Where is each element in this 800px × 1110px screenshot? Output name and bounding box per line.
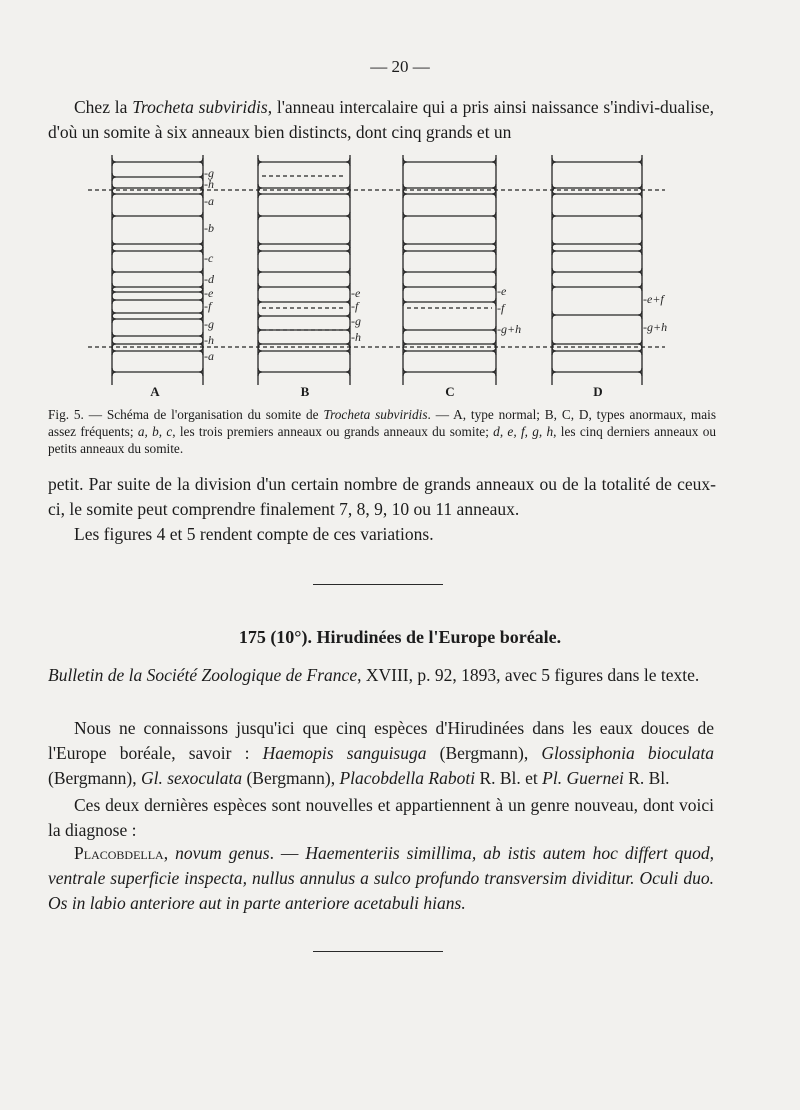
ring-line [403,372,407,376]
ring-line [112,351,116,355]
ring-c-label: -e [497,284,507,298]
ring-line [199,292,203,296]
ring-line [638,162,642,166]
ring-line [403,247,496,251]
separator-rule-bottom [313,951,443,952]
panel-letter-a: A [150,384,160,399]
ring-b-label: -f [351,299,359,313]
ring-line [112,300,116,304]
ring-line [552,268,642,272]
ring-line [258,240,350,244]
ring-line [492,351,496,355]
ring-line [199,194,203,198]
ring-line [346,194,350,198]
ring-line [403,298,496,302]
ring-line [112,272,116,276]
separator-rule [313,584,443,585]
ring-line [346,162,350,166]
ring-line [638,315,642,319]
ring-line [112,162,116,166]
ring-line [112,177,116,181]
ring-line [258,330,262,334]
ring-line [258,212,350,216]
panel-letter-b: B [300,384,310,399]
ring-b-label: -h [351,330,361,344]
ring-line [112,212,203,216]
ring-line [112,296,203,300]
ring-line [552,315,556,319]
ring-line [552,240,642,244]
ring-line [112,216,116,220]
ring-line [199,177,203,181]
ring-line [346,272,350,276]
ring-a-label: -c [204,251,214,265]
ring-a-label: -e [204,286,214,300]
ring-line [112,184,203,188]
ring-line [403,162,407,166]
ring-line [403,287,407,291]
ring-line [552,251,556,255]
ring-line [112,292,116,296]
ring-line [403,272,407,276]
ring-line [199,162,203,166]
ring-line [112,372,116,376]
ring-a-label: -h [204,177,214,191]
ring-line [112,368,203,372]
ring-line [258,298,350,302]
ring-line [258,247,350,251]
ring-line [112,173,203,177]
ring-line [112,332,203,336]
ring-line [492,162,496,166]
ring-line [403,251,407,255]
page-number: — 20 — [370,57,430,76]
section-heading: 175 (10°). Hirudinées de l'Europe boréale. [238,627,562,647]
ring-line [112,340,203,344]
ring-line [552,340,642,344]
ring-line [346,316,350,320]
ring-line [638,251,642,255]
ring-line [258,283,350,287]
ring-line [258,302,262,306]
panel-letter-c: C [445,384,455,399]
ring-line [492,251,496,255]
ring-line [199,272,203,276]
ring-line [112,288,203,292]
ring-line [403,268,496,272]
ring-line [403,194,407,198]
ring-line [492,287,496,291]
ring-line [346,351,350,355]
ring-line [492,272,496,276]
bulletin-reference: Bulletin de la Société Zoologique de France, XVIII, p. 92, 1893, avec 5 figures dans le texte. [48,665,700,685]
somite-figure [0,148,800,400]
ring-line [112,309,203,313]
ring-line [552,216,556,220]
ring-line [492,302,496,306]
ring-a-label: -a [204,349,214,363]
ring-line [492,216,496,220]
ring-line [403,158,496,162]
ring-a-label: -g [204,166,214,180]
ring-line [258,287,262,291]
ring-line [258,340,350,344]
ring-b-label: -e [351,286,361,300]
genus-paragraph: Ces deux dernières espèces sont nouvelles et appartiennent à un genre nouveau, dont voici la diagnose : [48,795,714,840]
species-paragraph: Nous ne connaissons jusqu'ici que cinq espèces d'Hirudinées dans les eaux douces de l'Europe boréale, savoir : Haemopis sanguisuga (Bergmann), Glossiphonia bioculata (Bergmann), Gl. sexoculata (Bergmann), Placobdella Raboti R. Bl. et Pl. Guernei R. Bl. [48,718,715,788]
ring-line [346,251,350,255]
intro-paragraph: Chez la Trocheta subviridis, l'anneau intercalaire qui a pris ainsi naissance s'indivi-dualise, d'où un somite à six anneaux bien distincts, dont cinq grands et un [48,97,714,142]
ring-line [552,212,642,216]
ring-line [552,194,556,198]
ring-line [258,272,262,276]
ring-line [403,212,496,216]
ring-line [552,184,642,188]
ring-line [403,240,496,244]
ring-line [258,162,262,166]
ring-a-label: -h [204,333,214,347]
ring-line [638,351,642,355]
figures-note: Les figures 4 et 5 rendent compte de ces variations. [74,524,434,544]
ring-line [552,283,642,287]
ring-line [112,336,116,340]
ring-line [258,268,350,272]
ring-line [112,158,203,162]
ring-line [258,312,350,316]
ring-c-label: -g+h [497,322,522,336]
ring-line [199,336,203,340]
ring-a-label: -f [204,299,212,313]
ring-line [112,283,203,287]
ring-line [199,351,203,355]
figure-caption: Fig. 5. — Schéma de l'organisation du somite de Trocheta subviridis. — A, type normal; B, C, D, types anormaux, mais assez fréquents; a, b, c, les trois premiers anneaux ou grands anneaux du somite; d, e, f, g, h, les cinq derniers anneaux ou petits anneaux du somite. [48,407,717,456]
ring-line [346,216,350,220]
ring-line [346,330,350,334]
ring-a-label: -d [204,272,214,286]
ring-d-label: -e+f [643,292,664,306]
ring-line [403,184,496,188]
ring-line [403,216,407,220]
ring-line [552,311,642,315]
ring-c-label: -f [497,301,505,315]
ring-line [552,287,556,291]
ring-line [552,351,556,355]
ring-line [112,194,116,198]
ring-line [258,351,262,355]
ring-line [492,372,496,376]
continuation-paragraph: petit. Par suite de la division d'un certain nombre de grands anneaux ou de la totalité de ceux-ci, le somite peut comprendre finalement 7, 8, 9, 10 ou 11 anneaux. [48,474,716,519]
ring-b-label: -g [351,314,361,328]
ring-line [403,283,496,287]
ring-line [552,272,556,276]
ring-line [346,302,350,306]
ring-line [112,268,203,272]
ring-line [258,184,350,188]
ring-line [552,247,642,251]
ring-line [638,216,642,220]
ring-line [403,330,407,334]
ring-line [552,368,642,372]
ring-line [258,194,262,198]
ring-line [258,316,262,320]
ring-line [492,330,496,334]
ring-line [403,351,407,355]
ring-line [552,372,556,376]
ring-line [638,372,642,376]
ring-line [199,372,203,376]
panel-letter-d: D [593,384,603,399]
ring-line [403,340,496,344]
ring-line [638,287,642,291]
ring-a-label: -g [204,317,214,331]
ring-a-label: -b [204,221,214,235]
ring-line [112,240,203,244]
ring-line [199,300,203,304]
ring-line [199,319,203,323]
ring-line [112,319,116,323]
ring-line [112,315,203,319]
ring-line [403,302,407,306]
ring-a-label: -a [204,194,214,208]
ring-line [403,368,496,372]
ring-line [258,251,262,255]
ring-line [258,372,262,376]
ring-line [346,287,350,291]
ring-line [552,162,556,166]
ring-line [403,326,496,330]
ring-line [346,372,350,376]
ring-line [258,368,350,372]
ring-line [552,158,642,162]
ring-d-label: -g+h [643,320,668,334]
ring-line [638,272,642,276]
ring-line [199,251,203,255]
ring-line [258,216,262,220]
ring-line [492,194,496,198]
ring-line [258,158,350,162]
ring-line [199,216,203,220]
diagnosis-paragraph: Placobdella, novum genus. — Haementeriis simillima, ab istis autem hoc differt quod, ventrale superficie inspecta, nullus annulus a sulco profundo transversim dividitur. Oculi duo. Os in labio anteriore aut in parte anteriore acetabuli hians. [48,843,714,913]
ring-line [112,247,203,251]
ring-line [112,251,116,255]
ring-line [638,194,642,198]
